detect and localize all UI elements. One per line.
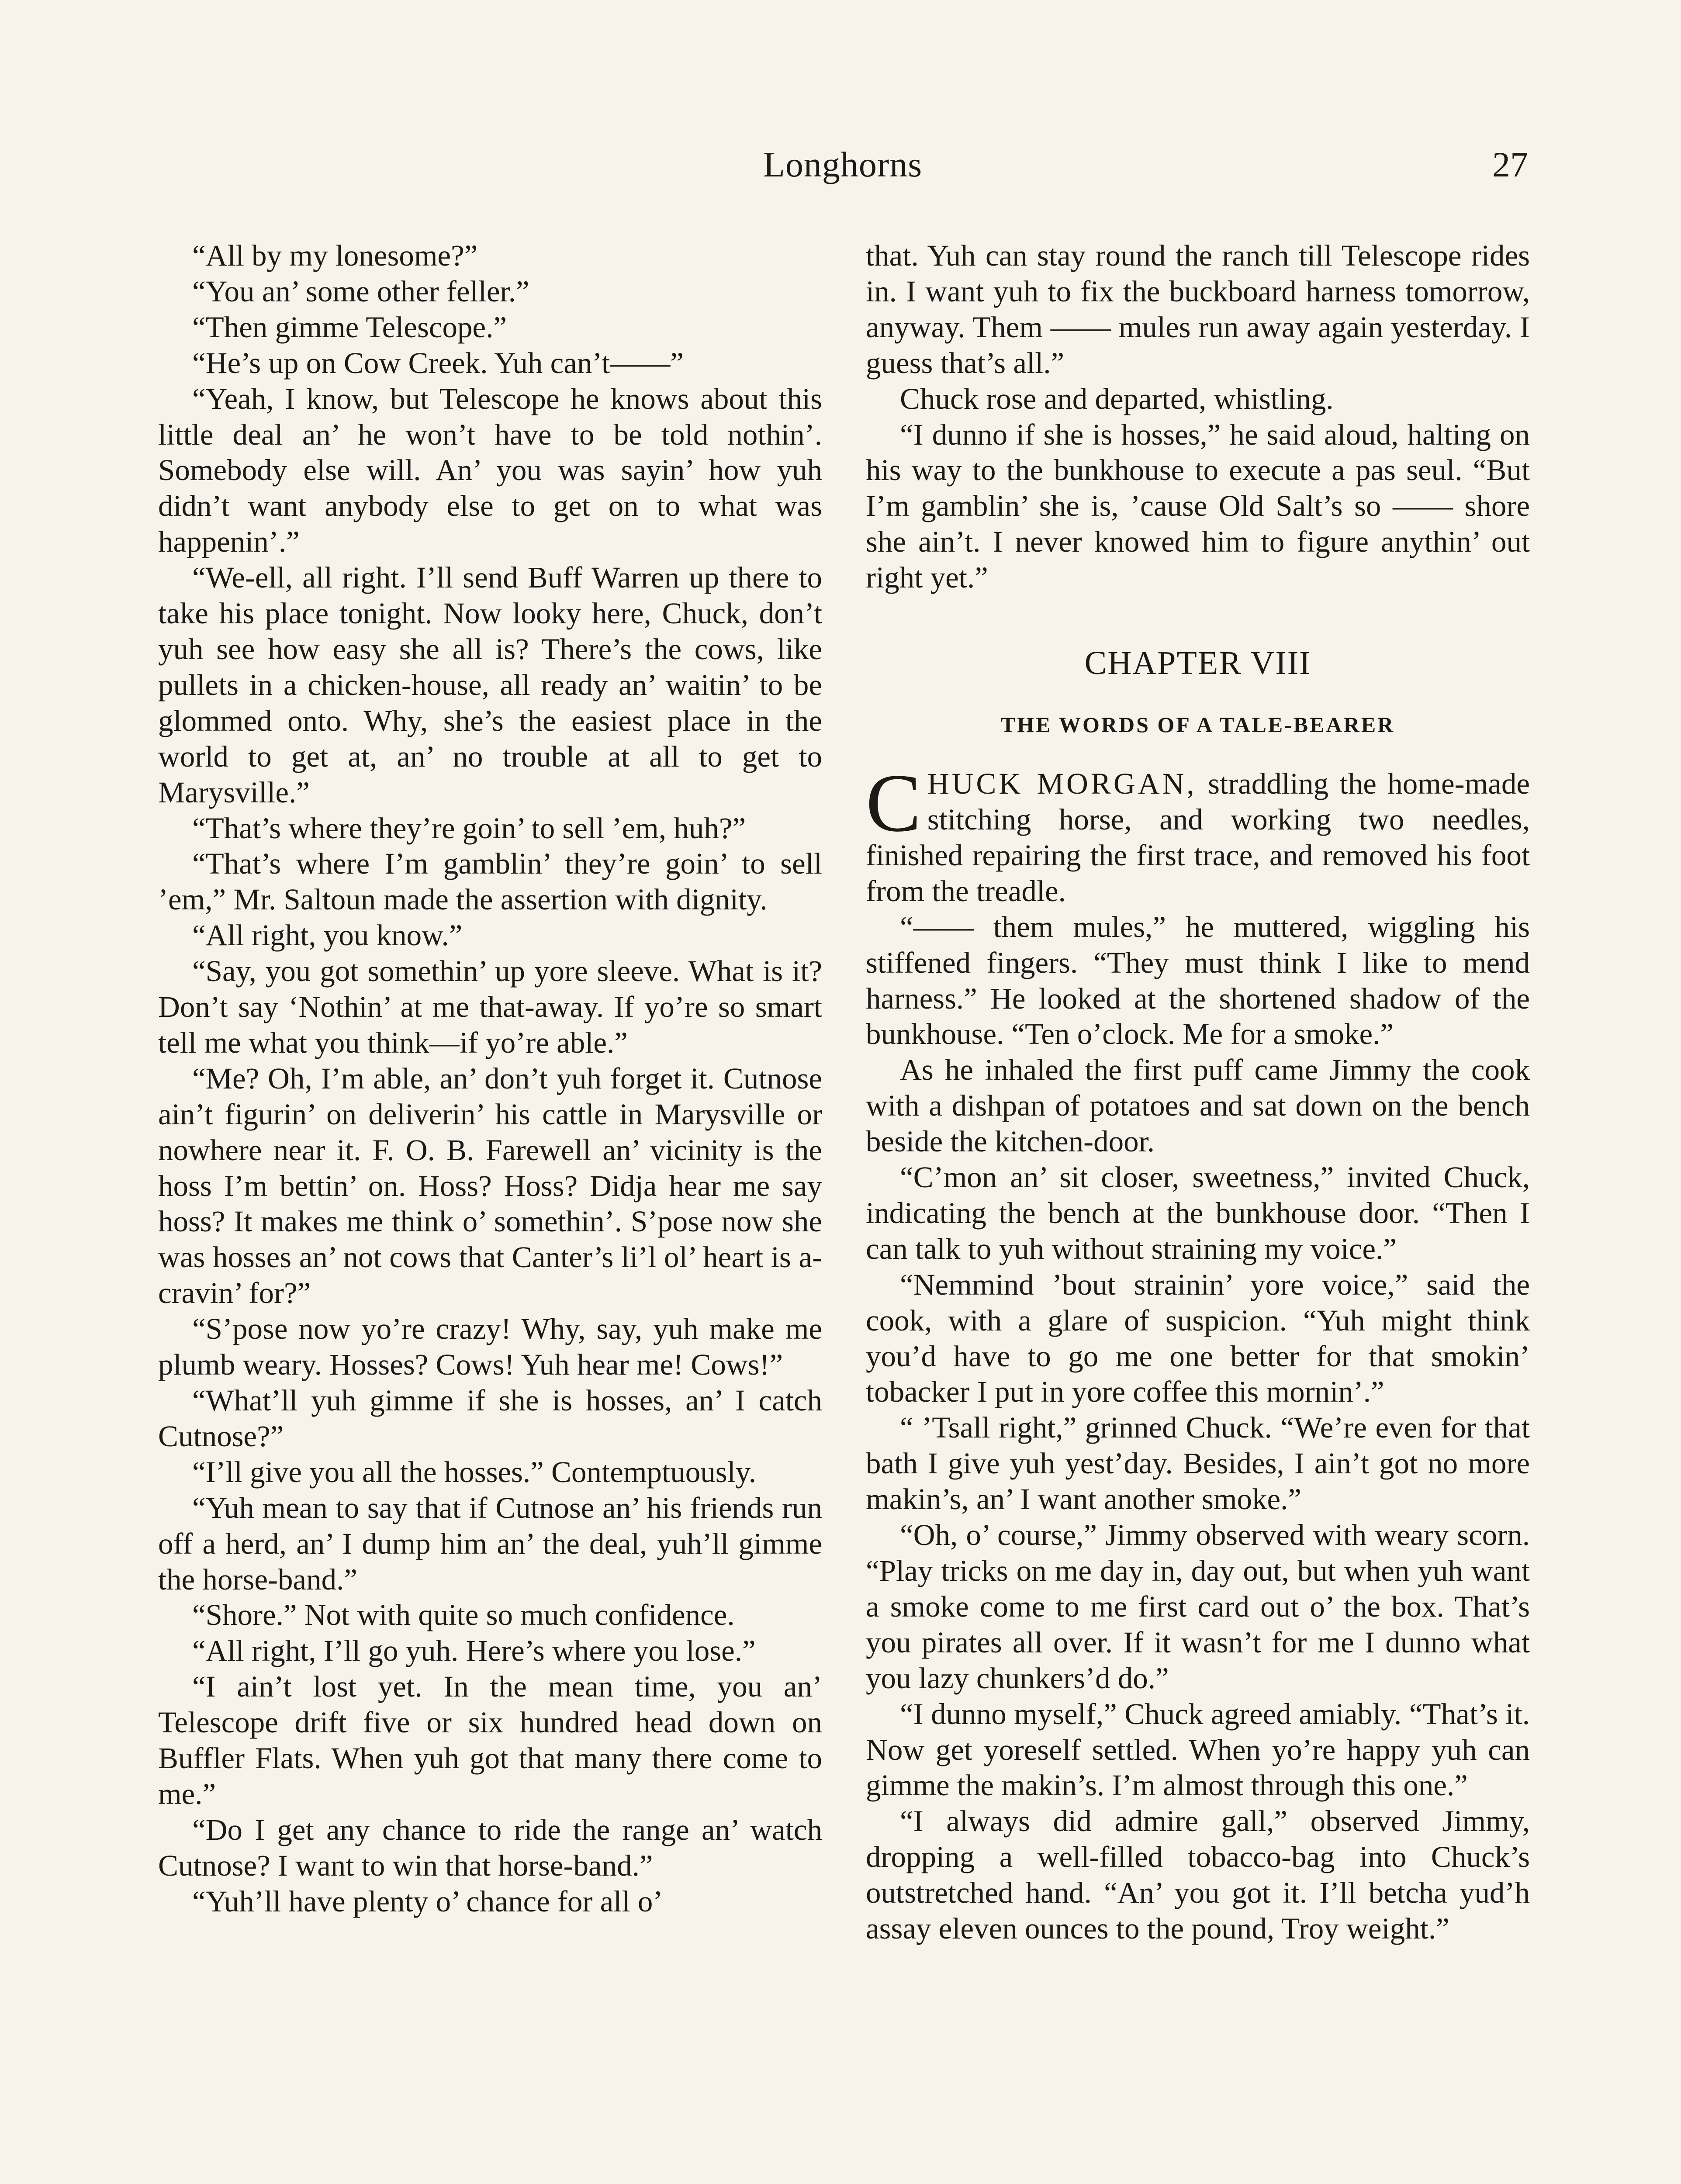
paragraph: “ ’Tsall right,” grinned Chuck. “We’re even for that bath I give yuh yest’day. Besides, I ain’t got no more makin’s, an’ I want another smoke.” bbox=[866, 1411, 1530, 1516]
paragraph: “Oh, o’ course,” Jimmy observed with weary scorn. “Play tricks on me day in, day out, but when yuh want a smoke come to me first card out o’ the box. That’s you pirates all over. If it wasn’t for me I dunno what you lazy chunkers’d do.” bbox=[866, 1518, 1530, 1695]
paragraph: “Do I get any chance to ride the range an’ watch Cutnose? I want to win that horse-band.” bbox=[158, 1813, 822, 1882]
paragraph: “You an’ some other feller.” bbox=[192, 274, 529, 308]
page-header bbox=[157, 144, 1528, 197]
paragraph: “That’s where I’m gamblin’ they’re goin’ to sell ’em,” Mr. Saltoun made the assertion with dignity. bbox=[158, 847, 822, 916]
chapter-subtitle: THE WORDS OF A TALE-BEARER bbox=[1000, 712, 1395, 737]
paragraph: “C’mon an’ sit closer, sweetness,” invited Chuck, indicating the bench at the bunkhouse door. “Then I can talk to yuh without straining my voice.” bbox=[866, 1161, 1530, 1265]
paragraph: “All right, I’ll go yuh. Here’s where you lose.” bbox=[192, 1634, 756, 1668]
drop-cap: C bbox=[866, 757, 921, 850]
chapter-opening-paragraph bbox=[866, 757, 1530, 909]
paragraph: “What’ll yuh gimme if she is hosses, an’ I catch Cutnose?” bbox=[158, 1384, 822, 1453]
paragraph: “Yuh mean to say that if Cutnose an’ his friends run off a herd, an’ I dump him an’ the deal, yuh’ll gimme the horse-band.” bbox=[158, 1491, 822, 1596]
paragraph: Chuck rose and departed, whistling. bbox=[900, 382, 1334, 415]
paragraph: “Then gimme Telescope.” bbox=[192, 310, 507, 344]
paragraph: “All by my lonesome?” bbox=[192, 239, 478, 272]
chapter-heading: CHAPTER VIII bbox=[1084, 645, 1311, 682]
paragraph: “Yeah, I know, but Telescope he knows about this little deal an’ he won’t have to be told nothin’. Somebody else will. An’ you was sayin’ how yuh didn’t want anybody else to get on to what was happenin’.” bbox=[158, 382, 822, 559]
paragraph: “I always did admire gall,” observed Jimmy, dropping a well-filled tobacco-bag into Chuck’s outstretched hand. “An’ you got it. I’ll betcha yud’h assay eleven ounces to the pound, Troy weight.” bbox=[866, 1804, 1530, 1946]
running-title: Longhorns bbox=[763, 145, 923, 184]
paragraph: As he inhaled the first puff came Jimmy the cook with a dishpan of potatoes and sat down on the bench beside the kitchen-door. bbox=[866, 1053, 1530, 1158]
paragraph: “I’ll give you all the hosses.” Contemptuously. bbox=[192, 1455, 756, 1489]
paragraph: “That’s where they’re goin’ to sell ’em, huh?” bbox=[192, 811, 746, 845]
paragraph: that. Yuh can stay round the ranch till Telescope rides in. I want yuh to fix the buckboard harness tomorrow, anyway. Them —— mules run away again yesterday. I guess that’s all.” bbox=[866, 239, 1530, 380]
page-number: 27 bbox=[1492, 145, 1528, 184]
paragraph: “I dunno myself,” Chuck agreed amiably. “That’s it. Now get yoreself settled. When yo’re happy yuh can gimme the makin’s. I’m almost through this one.” bbox=[866, 1697, 1530, 1802]
opening-text: straddling the home-made stitching horse, and working two needles, finished repairing the first trace, and removed his foot from the treadle. bbox=[866, 767, 1530, 908]
paragraph: “Me? Oh, I’m able, an’ don’t yuh forget it. Cutnose ain’t figurin’ on deliverin’ his cattle in Marysville or nowhere near it. F. O. B. Farewell an’ vicinity is the hoss I’m bettin’ on. Hoss? Hoss? Didja hear me say hoss? It makes me think o’ somethin’. S’pose now she was hosses an’ not cows that Canter’s li’l ol’ heart is a-cravin’ for?” bbox=[158, 1061, 822, 1310]
paragraph: “I ain’t lost yet. In the mean time, you an’ Telescope drift five or six hundred head down on Buffler Flats. When yuh got that many there come to me.” bbox=[158, 1670, 822, 1811]
paragraph: “—— them mules,” he muttered, wiggling his stiffened fingers. “They must think I like to mend harness.” He looked at the shortened shadow of the bunkhouse. “Ten o’clock. Me for a smoke.” bbox=[866, 910, 1530, 1051]
paragraph: “Shore.” Not with quite so much confidence. bbox=[192, 1598, 735, 1632]
paragraph: “He’s up on Cow Creek. Yuh can’t——” bbox=[192, 346, 684, 380]
left-column bbox=[158, 238, 822, 2184]
paragraph: “Nemmind ’bout strainin’ yore voice,” said the cook, with a glare of suspicion. “Yuh might think you’d have to go me one better for that smokin’ tobacker I put in yore coffee this mornin’.” bbox=[866, 1268, 1530, 1409]
paragraph: “We-ell, all right. I’ll send Buff Warren up there to take his place tonight. Now looky here, Chuck, don’t yuh see how easy she all is? There’s the cows, like pullets in a chicken-house, all ready an’ waitin’ to be glommed onto. Why, she’s the easiest place in the world to get at, an’ no trouble at all to get to Marysville.” bbox=[158, 561, 822, 809]
paragraph: “I dunno if she is hosses,” he said aloud, halting on his way to the bunkhouse to execute a pas seul. “But I’m gamblin’ she is, ’cause Old Salt’s so —— shore she ain’t. I never knowed him to figure anythin’ out right yet.” bbox=[866, 418, 1530, 594]
opening-small-caps: HUCK MORGAN, bbox=[927, 767, 1197, 801]
right-column bbox=[866, 238, 1530, 2184]
paragraph: “All right, you know.” bbox=[192, 919, 463, 952]
paragraph: “Say, you got somethin’ up yore sleeve. What is it? Don’t say ‘Nothin’ at me that-away. If yo’re so smart tell me what you think—if yo’re able.” bbox=[158, 954, 822, 1059]
paragraph: “S’pose now yo’re crazy! Why, say, yuh make me plumb weary. Hosses? Cows! Yuh hear me! Cows!” bbox=[158, 1312, 822, 1382]
paragraph: “Yuh’ll have plenty o’ chance for all o’ bbox=[192, 1884, 663, 1918]
